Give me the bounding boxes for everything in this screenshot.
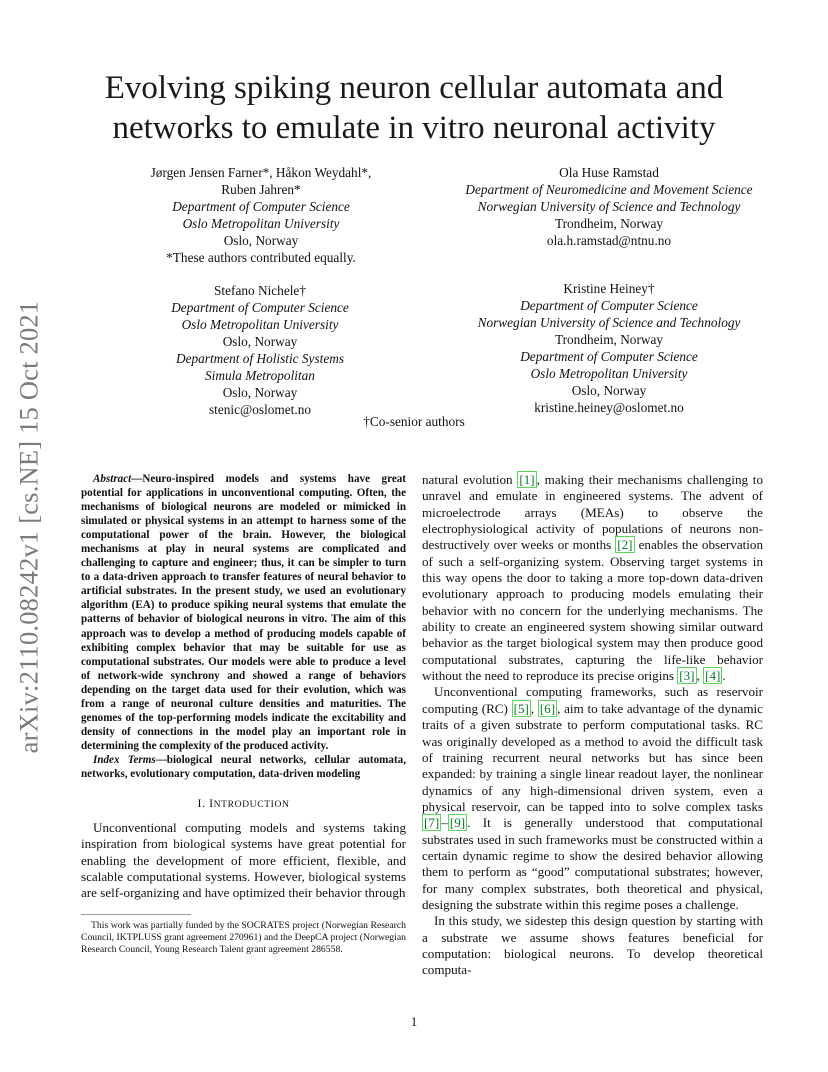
text-run: Unconventional computing frameworks, such as reservoir computing (RC) — [422, 684, 763, 716]
author-univ: Norwegian University of Science and Technology — [477, 199, 741, 214]
footnote-rule — [81, 914, 191, 915]
author-email: stenic@oslomet.no — [209, 402, 311, 417]
text-run: – — [441, 815, 448, 831]
author-univ: Norwegian University of Science and Technology — [477, 315, 741, 330]
author-dept: Department of Computer Science — [520, 298, 698, 313]
author-univ: Simula Metropolitan — [205, 368, 315, 383]
page-number: 1 — [410, 1014, 418, 1029]
author-email: ola.h.ramstad@ntnu.no — [546, 233, 672, 248]
text-run: , — [696, 668, 704, 684]
text-run: , — [530, 700, 538, 716]
author-ola — [444, 164, 774, 249]
text-run: . It is generally understood that computational substrates used in such frameworks must be constructed within a certain dynamic regime to show the desired behavior allowing them to perform as “good” computational substrates; however, for many complex substrates, both theoretical and physical, designing the substrate within this regime poses a challenge. — [422, 815, 763, 912]
left-column — [81, 472, 406, 902]
section-rest: NTRODUCTION — [213, 799, 290, 811]
text-run: enables the observation of such a self-organizing system. Observing target systems in this way opens the door to taking a more top-down data-driven evolutionary approach to producing models emulating their behavior with no concern for the underlying mechanisms. The ability to create an engineered system showing similar outward behavior as the target biological system may then produce good computational substrates, capturing the life-like behavior without the need to reproduce its precise origins — [422, 537, 764, 684]
author-kristine — [452, 280, 766, 416]
right-column — [422, 472, 763, 979]
text-run: natural evolution — [422, 472, 518, 487]
section-numeral: I. — [197, 796, 210, 811]
author-city: Oslo, Norway — [223, 233, 299, 248]
citation-link[interactable]: [4] — [705, 668, 721, 684]
author-city: Oslo, Norway — [222, 334, 298, 349]
author-group-1 — [108, 164, 414, 266]
funding-footnote: This work was partially funded by the SOCRATES project (Norwegian Research Council, IKTPLUSS grant agreement 270961) and the DeepCA project (Norwegian Research Council, Young Research Talent grant agreement 286558. — [81, 920, 406, 956]
citation-link[interactable]: [1] — [519, 472, 535, 487]
equal-contribution-note: *These authors contributed equally. — [166, 250, 356, 265]
author-stefano — [140, 282, 380, 418]
author-univ: Oslo Metropolitan University — [181, 317, 339, 332]
author-univ: Oslo Metropolitan University — [530, 366, 688, 381]
author-names-line1: Jørgen Jensen Farner*, Håkon Weydahl*, — [150, 165, 372, 180]
abstract — [81, 472, 406, 753]
arxiv-stamp-text: arXiv:2110.08242v1 [cs.NE] 15 Oct 2021 — [13, 300, 44, 754]
arxiv-stamp — [4, 292, 54, 762]
citation-link[interactable]: [3] — [679, 668, 695, 684]
paper-title: Evolving spiking neuron cellular automata and networks to emulate in vitro neuronal activity — [104, 70, 724, 146]
author-dept: Department of Neuromedicine and Movement Science — [465, 182, 753, 197]
author-dept: Department of Holistic Systems — [175, 351, 345, 366]
author-city: Trondheim, Norway — [554, 216, 664, 231]
citation-link[interactable]: [6] — [539, 700, 556, 716]
index-terms-lead: Index Terms — [93, 753, 156, 766]
intro-paragraph-1 — [422, 472, 763, 684]
text-run: , making their mechanisms challenging to unravel and emulate in engineered systems. The advent of microelectrode arrays (MEAs) to observe the electrophysiological activity of populations of neurons non-destructively over weeks or months — [422, 472, 763, 553]
intro-paragraph-3: In this study, we sidestep this design question by starting with a substrate we assume shows features beneficial for computation: biological neurons. To develop theoretical computa- — [422, 913, 763, 978]
section-first-letter: I — [209, 796, 214, 811]
author-name: Ola Huse Ramstad — [559, 165, 659, 180]
author-name: Kristine Heiney† — [563, 281, 655, 296]
author-dept: Department of Computer Science — [172, 199, 350, 214]
section-heading-introduction — [81, 796, 406, 811]
author-city: Oslo, Norway — [571, 383, 647, 398]
citation-link[interactable]: [9] — [449, 815, 466, 831]
citation-link[interactable]: [5] — [513, 700, 529, 716]
abstract-text: —Neuro-inspired models and systems have great potential for applications in unconventional computing. Often, the mechanisms of biological neurons are modeled or mimicked in simulated or physical systems in an attempt to harness some of the computational power of the brain. However, the biological mechanisms at play in neural systems are complicated and challenging to capture and engineer; thus, it can be simpler to turn to a data-driven approach to transfer features of neural behavior to artificial substrates. In the present study, we used an evolutionary algorithm (EA) to produce spiking neural systems that emulate the patterns of behavior of biological neurons in vitro. The aim of this approach was to develop a method of producing models capable of exhibiting complex behavior that may be suitable for use as computational substrates. Our models were able to produce a level of network-wide synchrony and showed a range of behaviors depending on the target data used for their evolution, which was from a range of neuronal culture densities and maturities. The genomes of the top-performing models indicate the excitability and density of connections in the model play an important role in determining the complexity of the produced activity. — [81, 473, 406, 752]
index-terms — [81, 753, 406, 781]
author-name: Stefano Nichele† — [214, 283, 306, 298]
author-email: kristine.heiney@oslomet.no — [534, 400, 684, 415]
text-run: . — [722, 668, 726, 684]
index-terms-text: —biological neural networks, cellular automata, networks, evolutionary computation, data-driven modeling — [81, 753, 406, 780]
co-senior-note: †Co-senior authors — [363, 414, 465, 429]
author-dept: Department of Computer Science — [171, 300, 349, 315]
text-run: , aim to take advantage of the dynamic traits of a given substrate to perform computational tasks. RC was originally developed as a method to avoid the difficult task of training recurrent neural networks but has since been expanded: by training a single linear readout layer, the nonlinear dynamics of any high-dimensional driven system, even a physical reservoir, can be tapped into to solve complex tasks — [422, 700, 763, 814]
author-univ: Oslo Metropolitan University — [182, 216, 340, 231]
author-dept: Department of Computer Science — [520, 349, 698, 364]
citation-link[interactable]: [7] — [424, 815, 440, 831]
author-city: Trondheim, Norway — [554, 332, 664, 347]
author-city: Oslo, Norway — [222, 385, 298, 400]
intro-paragraph-left: Unconventional computing models and systems taking inspiration from biological systems have great potential for enabling the development of more efficient, flexible, and scalable computational systems. However, biological systems are self-organizing and have optimized their behavior through — [81, 820, 406, 901]
author-names-line2: Ruben Jahren* — [221, 182, 301, 197]
intro-paragraph-2 — [422, 684, 763, 913]
abstract-lead: Abstract — [93, 473, 132, 485]
citation-link[interactable]: [2] — [617, 537, 633, 553]
